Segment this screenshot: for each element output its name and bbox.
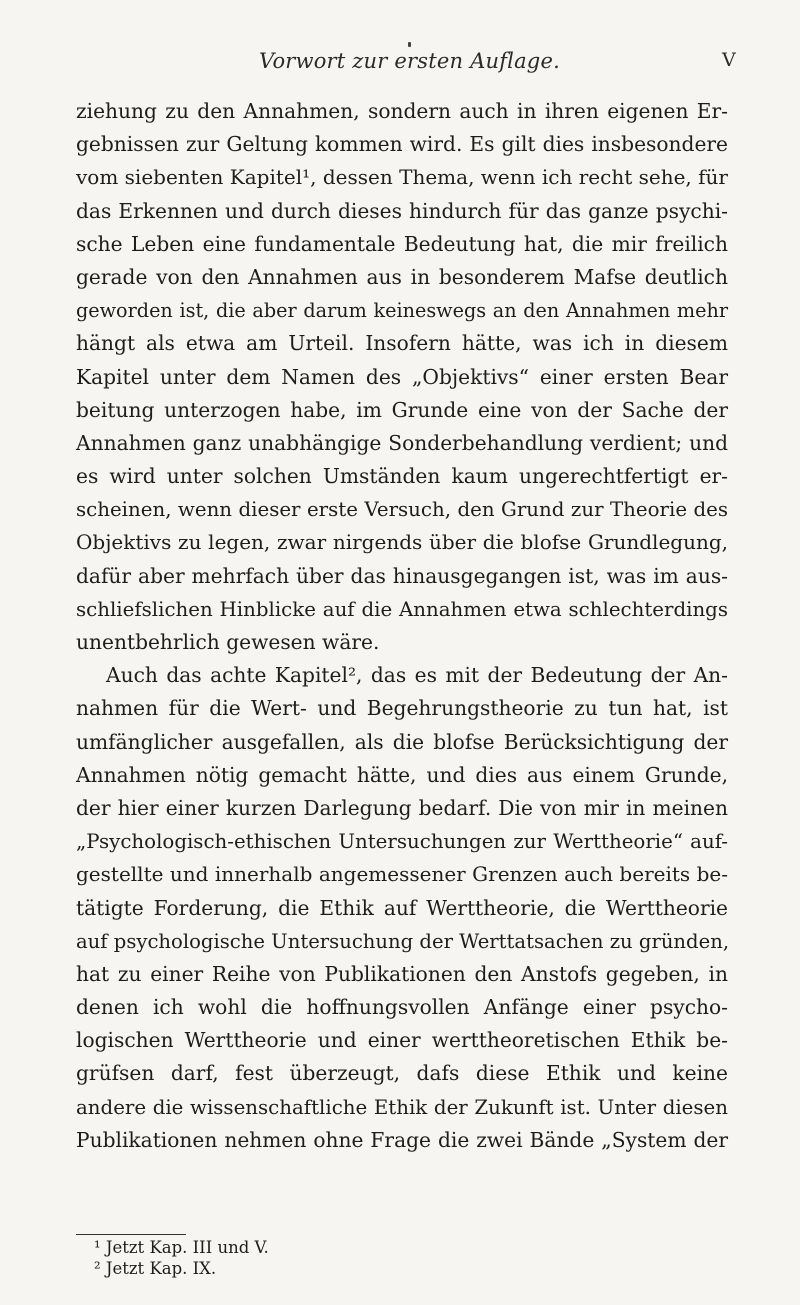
text-line: es wird unter solchen Umständen kaum ungerechtfertigt er- bbox=[76, 464, 728, 489]
footnote-rule bbox=[76, 1234, 186, 1235]
text-line: denen ich wohl die hoffnungsvollen Anfänge einer psycho- bbox=[76, 995, 728, 1020]
footnote: ¹ Jetzt Kap. III und V. bbox=[94, 1238, 269, 1257]
text-line: sche Leben eine fundamentale Bedeutung hat, die mir freilich bbox=[76, 231, 728, 256]
body-text bbox=[76, 95, 728, 1157]
text-line: hat zu einer Reihe von Publikationen den Anstofs gegeben, in bbox=[76, 961, 728, 986]
text-line: Kapitel unter dem Namen des „Objektivs“ einer ersten Bear bbox=[76, 364, 728, 389]
text-line: unentbehrlich gewesen wäre. bbox=[76, 630, 380, 654]
text-line: dafür aber mehrfach über das hinausgegangen ist, was im aus- bbox=[76, 563, 728, 588]
text-line: gestellte und innerhalb angemessener Grenzen auch bereits be- bbox=[76, 862, 728, 887]
text-line: hängt als etwa am Urteil. Insofern hätte, was ich in diesem bbox=[76, 331, 728, 356]
text-line: nahmen für die Wert- und Begehrungstheorie zu tun hat, ist bbox=[76, 696, 728, 721]
text-line: der hier einer kurzen Darlegung bedarf. Die von mir in meinen bbox=[76, 795, 728, 820]
text-line: Objektivs zu legen, zwar nirgends über die blofse Grundlegung, bbox=[76, 530, 728, 555]
text-line: gebnissen zur Geltung kommen wird. Es gilt dies insbesondere bbox=[76, 132, 728, 157]
text-line: Auch das achte Kapitel², das es mit der Bedeutung der An- bbox=[106, 663, 728, 688]
text-line: das Erkennen und durch dieses hindurch für das ganze psychi- bbox=[76, 198, 728, 223]
text-line: Annahmen ganz unabhängige Sonderbehandlung verdient; und bbox=[76, 430, 728, 455]
text-line: andere die wissenschaftliche Ethik der Zukunft ist. Unter diesen bbox=[76, 1095, 728, 1119]
text-line: tätigte Forderung, die Ethik auf Werttheorie, die Werttheorie bbox=[76, 895, 728, 920]
running-head: Vorwort zur ersten Auflage. bbox=[259, 49, 560, 73]
text-line: gerade von den Annahmen aus in besonderem Mafse deutlich bbox=[76, 264, 728, 289]
text-line: auf psychologische Untersuchung der Werttatsachen zu gründen, bbox=[76, 929, 730, 953]
text-line: scheinen, wenn dieser erste Versuch, den Grund zur Theorie des bbox=[76, 498, 728, 522]
page-number: V bbox=[722, 49, 736, 71]
footnotes bbox=[94, 1237, 269, 1279]
text-line: logischen Werttheorie und einer werttheoretischen Ethik be- bbox=[76, 1028, 728, 1053]
text-line: beitung unterzogen habe, im Grunde eine von der Sache der bbox=[76, 397, 728, 422]
text-line: schliefslichen Hinblicke auf die Annahmen etwa schlechterdings bbox=[76, 597, 728, 621]
text-line: umfänglicher ausgefallen, als die blofse Berücksichtigung der bbox=[76, 729, 728, 754]
text-line: Publikationen nehmen ohne Frage die zwei Bände „System der bbox=[76, 1127, 728, 1152]
text-line: grüfsen darf, fest überzeugt, dafs diese Ethik und keine bbox=[76, 1061, 728, 1086]
text-line: „Psychologisch-ethischen Untersuchungen zur Werttheorie“ auf- bbox=[76, 830, 728, 854]
text-line: geworden ist, die aber darum keineswegs an den Annahmen mehr bbox=[76, 299, 728, 323]
header-ornament bbox=[408, 42, 411, 47]
text-line: ziehung zu den Annahmen, sondern auch in ihren eigenen Er- bbox=[76, 99, 728, 123]
footnote: ² Jetzt Kap. IX. bbox=[94, 1259, 217, 1278]
text-line: vom siebenten Kapitel¹, dessen Thema, wenn ich recht sehe, für bbox=[76, 165, 728, 190]
text-line: Annahmen nötig gemacht hätte, und dies aus einem Grunde, bbox=[76, 762, 728, 787]
